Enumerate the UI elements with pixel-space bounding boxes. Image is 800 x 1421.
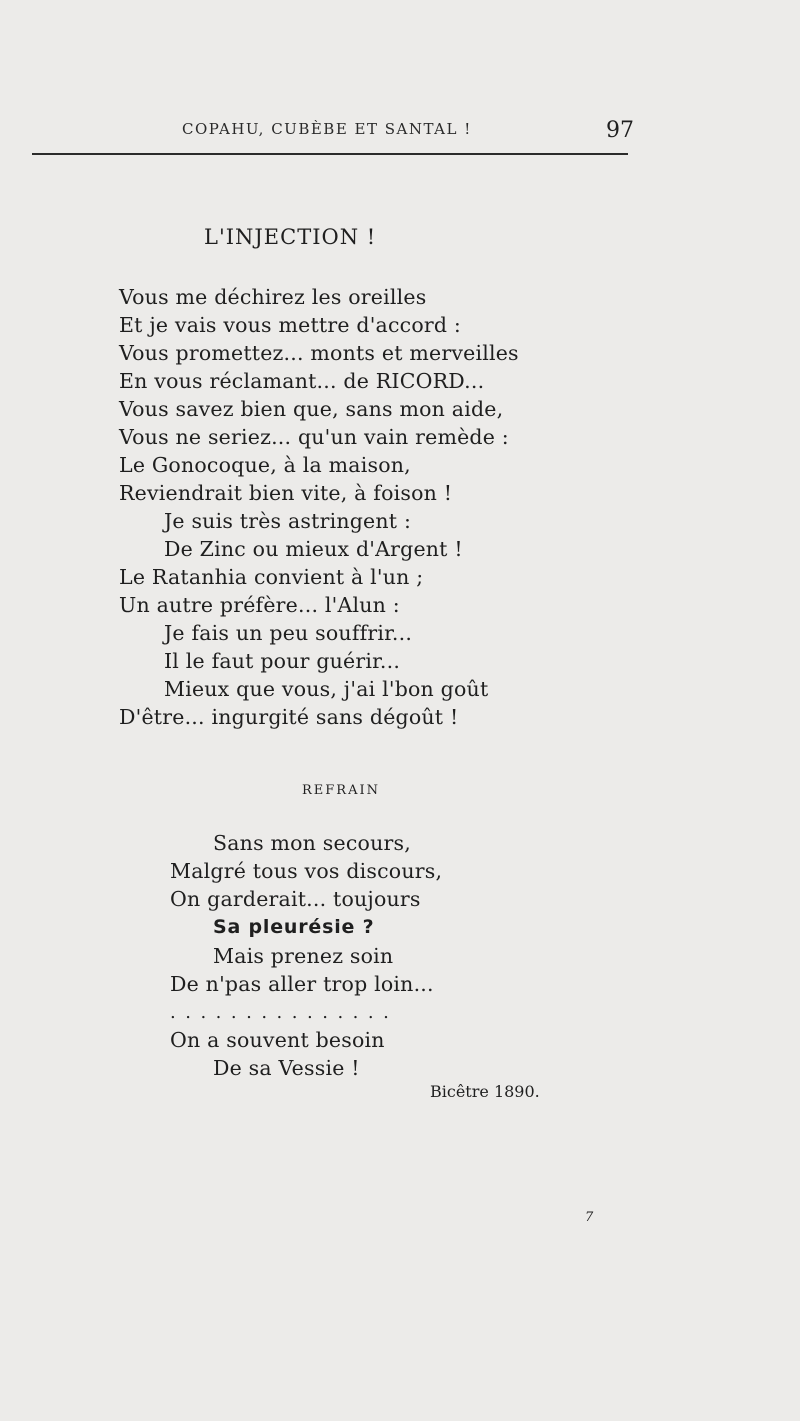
refrain-line: Malgré tous vos discours, xyxy=(170,859,443,883)
verse-line: Vous me déchirez les oreilles xyxy=(119,285,427,309)
header-rule xyxy=(32,153,628,155)
verse-line: Il le faut pour guérir... xyxy=(164,649,401,673)
page-number: 97 xyxy=(606,118,634,143)
signature: Bicêtre 1890. xyxy=(430,1082,540,1101)
verse-line: Le Ratanhia convient à l'un ; xyxy=(119,565,424,589)
verse-line: Vous promettez... monts et merveilles xyxy=(119,341,519,365)
verse-line: Je fais un peu souffrir... xyxy=(164,621,413,645)
refrain-heading: REFRAIN xyxy=(302,783,380,798)
verse-line: Reviendrait bien vite, à foison ! xyxy=(119,481,453,505)
verse-line: Vous savez bien que, sans mon aide, xyxy=(119,397,504,421)
verse-line: Mieux que vous, j'ai l'bon goût xyxy=(164,677,489,701)
refrain-line: Mais prenez soin xyxy=(213,944,394,968)
refrain-line-bold: Sa pleurésie ? xyxy=(213,916,375,938)
refrain-line: Sans mon secours, xyxy=(213,831,411,855)
refrain-line: On a souvent besoin xyxy=(170,1028,385,1052)
refrain-line: On garderait... toujours xyxy=(170,887,421,911)
verse-line: Le Gonocoque, à la maison, xyxy=(119,453,411,477)
sheet-number: 7 xyxy=(585,1210,594,1225)
ellipsis-row: ............... xyxy=(170,1002,399,1023)
verse-line: Vous ne seriez... qu'un vain remède : xyxy=(119,425,509,449)
running-header: COPAHU, CUBÈBE ET SANTAL ! xyxy=(182,120,472,138)
poem-title: L'INJECTION ! xyxy=(204,225,377,249)
verse-line: D'être... ingurgité sans dégoût ! xyxy=(119,705,459,729)
verse-line: Un autre préfère... l'Alun : xyxy=(119,593,400,617)
refrain-line: De sa Vessie ! xyxy=(213,1056,360,1080)
verse-line: Je suis très astringent : xyxy=(164,509,412,533)
verse-line: En vous réclamant... de RICORD... xyxy=(119,369,485,393)
verse-line: Et je vais vous mettre d'accord : xyxy=(119,313,462,337)
refrain-line: De n'pas aller trop loin... xyxy=(170,972,434,996)
verse-line: De Zinc ou mieux d'Argent ! xyxy=(164,537,463,561)
